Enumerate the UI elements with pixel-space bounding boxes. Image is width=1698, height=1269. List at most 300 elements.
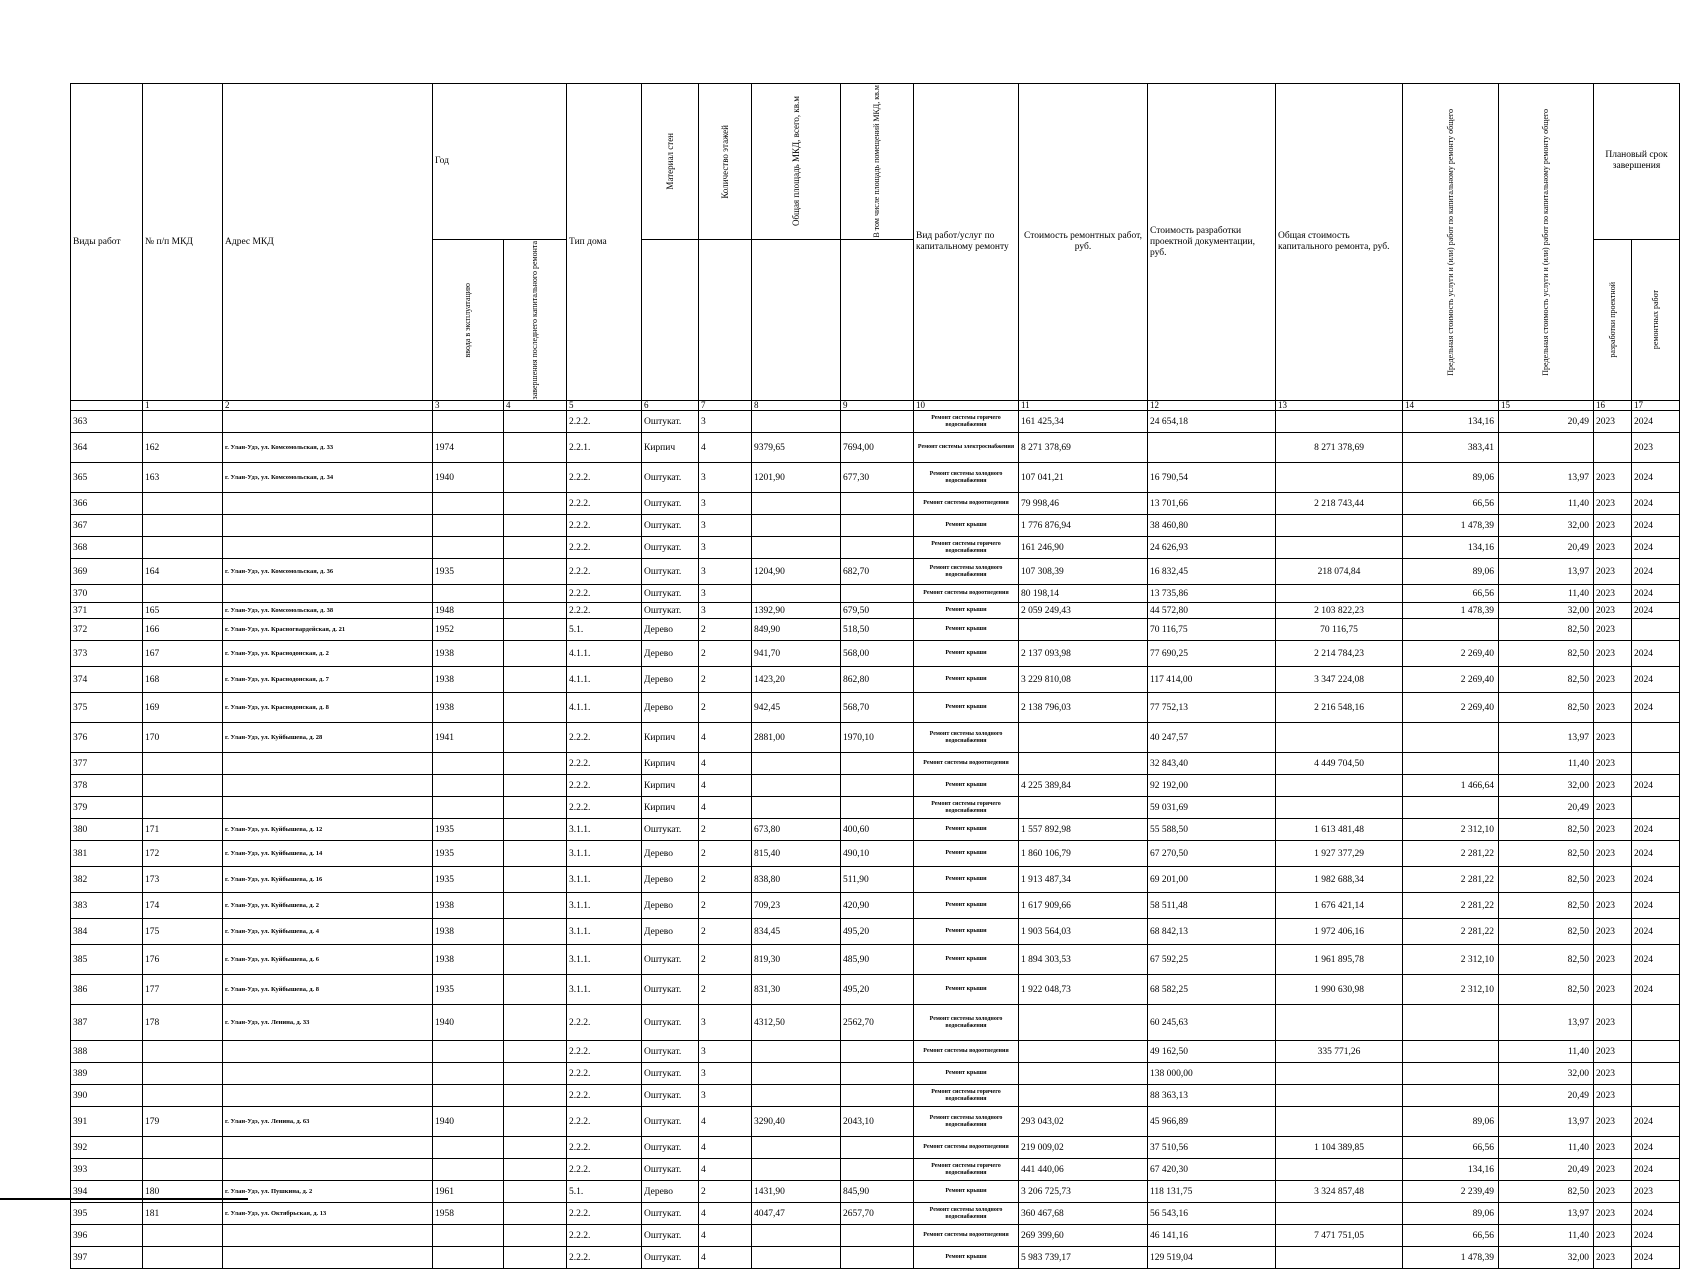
cell-planned-design: 2023 [1594, 1225, 1632, 1247]
cell-planned-repair: 2024 [1632, 493, 1680, 515]
cell-limit-cost-2: 11,40 [1499, 493, 1594, 515]
cell-work-kind: Ремонт системы горячего водоснабжения [914, 411, 1019, 433]
cell-total-area [752, 1247, 841, 1269]
table-row [71, 1225, 1680, 1247]
header-wall-material: Материал стен [642, 84, 699, 240]
cell-repair-cost: 441 440,06 [1019, 1159, 1148, 1181]
cell-limit-cost-2: 32,00 [1499, 1063, 1594, 1085]
cell-design-cost: 16 832,45 [1148, 559, 1276, 585]
cell-planned-repair: 2024 [1632, 559, 1680, 585]
cell-incl-area [841, 1247, 914, 1269]
cell-address [223, 1137, 433, 1159]
cell-total-cost: 70 116,75 [1276, 619, 1403, 641]
cell-year-overhaul [504, 1225, 567, 1247]
cell-year-overhaul [504, 603, 567, 619]
cell-incl-area [841, 1137, 914, 1159]
cell-address: г. Улан-Удэ, ул. Куйбышева, д. 8 [223, 975, 433, 1005]
cell-address [223, 411, 433, 433]
cell-total-area [752, 753, 841, 775]
cell-work-kind: Ремонт крыши [914, 667, 1019, 693]
cell-planned-design: 2023 [1594, 1041, 1632, 1063]
cell-year-commission [433, 753, 504, 775]
cell-design-cost [1148, 433, 1276, 463]
cell-row-number: 368 [71, 537, 143, 559]
cell-floors: 3 [699, 515, 752, 537]
column-number: 10 [914, 401, 1019, 411]
cell-design-cost: 45 966,89 [1148, 1107, 1276, 1137]
cell-limit-cost-2: 13,97 [1499, 1107, 1594, 1137]
cell-address [223, 775, 433, 797]
cell-repair-cost: 1 557 892,98 [1019, 819, 1148, 841]
cell-year-overhaul [504, 585, 567, 603]
cell-total-cost: 218 074,84 [1276, 559, 1403, 585]
cell-year-commission [433, 493, 504, 515]
cell-repair-cost: 161 425,34 [1019, 411, 1148, 433]
cell-repair-cost: 3 229 810,08 [1019, 667, 1148, 693]
cell-mkd-number [143, 493, 223, 515]
table-row [71, 1041, 1680, 1063]
cell-row-number: 373 [71, 641, 143, 667]
cell-limit-cost-2: 11,40 [1499, 1041, 1594, 1063]
cell-design-cost: 58 511,48 [1148, 893, 1276, 919]
cell-repair-cost: 79 998,46 [1019, 493, 1148, 515]
cell-year-commission [433, 1137, 504, 1159]
cell-floors: 4 [699, 753, 752, 775]
cell-house-type: 3.1.1. [567, 893, 642, 919]
cell-house-type: 2.2.2. [567, 1005, 642, 1041]
cell-planned-design: 2023 [1594, 603, 1632, 619]
cell-limit-cost-1 [1403, 723, 1499, 753]
table-row [71, 975, 1680, 1005]
cell-house-type: 2.2.2. [567, 1247, 642, 1269]
cell-incl-area: 677,30 [841, 463, 914, 493]
cell-total-area: 942,45 [752, 693, 841, 723]
cell-work-kind: Ремонт крыши [914, 619, 1019, 641]
cell-incl-area [841, 775, 914, 797]
cell-incl-area: 682,70 [841, 559, 914, 585]
cell-work-kind: Ремонт крыши [914, 1181, 1019, 1203]
cell-floors: 2 [699, 667, 752, 693]
cell-total-area: 838,80 [752, 867, 841, 893]
cell-floors: 2 [699, 919, 752, 945]
cell-limit-cost-1: 2 281,22 [1403, 841, 1499, 867]
cell-wall-material: Оштукат. [642, 515, 699, 537]
cell-incl-area [841, 537, 914, 559]
cell-address: г. Улан-Удэ, ул. Куйбышева, д. 4 [223, 919, 433, 945]
cell-design-cost: 56 543,16 [1148, 1203, 1276, 1225]
cell-limit-cost-1: 2 269,40 [1403, 693, 1499, 723]
cell-address: г. Улан-Удэ, ул. Комсомольская, д. 33 [223, 433, 433, 463]
header-planned-term: Плановый срок завершения [1594, 84, 1680, 240]
cell-mkd-number [143, 797, 223, 819]
cell-year-overhaul [504, 1181, 567, 1203]
cell-mkd-number [143, 1137, 223, 1159]
cell-limit-cost-1 [1403, 1063, 1499, 1085]
document-page [70, 83, 1680, 1269]
cell-total-cost: 1 972 406,16 [1276, 919, 1403, 945]
cell-repair-cost: 107 308,39 [1019, 559, 1148, 585]
cell-design-cost: 37 510,56 [1148, 1137, 1276, 1159]
cell-design-cost: 24 654,18 [1148, 411, 1276, 433]
cell-floors: 3 [699, 603, 752, 619]
cell-design-cost: 13 735,86 [1148, 585, 1276, 603]
cell-planned-repair: 2024 [1632, 819, 1680, 841]
cell-repair-cost: 2 138 796,03 [1019, 693, 1148, 723]
cell-planned-design: 2023 [1594, 1137, 1632, 1159]
cell-wall-material: Оштукат. [642, 411, 699, 433]
cell-total-area: 834,45 [752, 919, 841, 945]
cell-incl-area [841, 411, 914, 433]
cell-floors: 3 [699, 1005, 752, 1041]
cell-wall-material: Оштукат. [642, 1005, 699, 1041]
cell-house-type: 2.2.2. [567, 1159, 642, 1181]
cell-repair-cost [1019, 619, 1148, 641]
cell-mkd-number [143, 411, 223, 433]
cell-wall-material: Дерево [642, 893, 699, 919]
cell-row-number: 391 [71, 1107, 143, 1137]
cell-repair-cost: 1 860 106,79 [1019, 841, 1148, 867]
cell-work-kind: Ремонт системы водоотведения [914, 1041, 1019, 1063]
cell-limit-cost-1: 134,16 [1403, 411, 1499, 433]
cell-total-cost [1276, 1159, 1403, 1181]
cell-limit-cost-1: 89,06 [1403, 559, 1499, 585]
cell-planned-repair: 2024 [1632, 945, 1680, 975]
cell-planned-design: 2023 [1594, 1181, 1632, 1203]
repair-plan-table [70, 83, 1680, 1269]
table-row [71, 603, 1680, 619]
cell-limit-cost-2 [1499, 433, 1594, 463]
cell-total-area: 831,30 [752, 975, 841, 1005]
cell-wall-material: Дерево [642, 1181, 699, 1203]
cell-limit-cost-2: 20,49 [1499, 537, 1594, 559]
cell-incl-area: 495,20 [841, 919, 914, 945]
cell-wall-material: Оштукат. [642, 1085, 699, 1107]
cell-limit-cost-2: 11,40 [1499, 585, 1594, 603]
cell-year-commission [433, 537, 504, 559]
cell-floors: 3 [699, 585, 752, 603]
cell-house-type: 2.2.2. [567, 537, 642, 559]
cell-repair-cost: 1 913 487,34 [1019, 867, 1148, 893]
cell-work-kind: Ремонт системы холодного водоснабжения [914, 463, 1019, 493]
cell-work-kind: Ремонт крыши [914, 819, 1019, 841]
cell-mkd-number: 170 [143, 723, 223, 753]
cell-year-overhaul [504, 1041, 567, 1063]
cell-house-type: 4.1.1. [567, 693, 642, 723]
cell-year-overhaul [504, 893, 567, 919]
cell-incl-area: 400,60 [841, 819, 914, 841]
cell-planned-repair: 2024 [1632, 693, 1680, 723]
cell-address: г. Улан-Удэ, ул. Куйбышева, д. 2 [223, 893, 433, 919]
cell-row-number: 371 [71, 603, 143, 619]
cell-planned-design: 2023 [1594, 1063, 1632, 1085]
cell-incl-area [841, 515, 914, 537]
cell-house-type: 4.1.1. [567, 667, 642, 693]
cell-limit-cost-1: 2 281,22 [1403, 919, 1499, 945]
cell-floors: 2 [699, 1181, 752, 1203]
cell-address: г. Улан-Удэ, ул. Куйбышева, д. 6 [223, 945, 433, 975]
cell-incl-area: 7694,00 [841, 433, 914, 463]
cell-planned-repair [1632, 1063, 1680, 1085]
cell-incl-area: 518,50 [841, 619, 914, 641]
cell-repair-cost: 80 198,14 [1019, 585, 1148, 603]
cell-address [223, 1159, 433, 1181]
cell-year-overhaul [504, 975, 567, 1005]
header-blank-10 [841, 239, 914, 400]
cell-planned-design: 2023 [1594, 841, 1632, 867]
header-floors: Количество этажей [699, 84, 752, 240]
cell-total-cost: 8 271 378,69 [1276, 433, 1403, 463]
table-row [71, 1005, 1680, 1041]
cell-mkd-number [143, 1247, 223, 1269]
cell-limit-cost-2: 82,50 [1499, 619, 1594, 641]
cell-total-area [752, 775, 841, 797]
cell-limit-cost-2: 82,50 [1499, 919, 1594, 945]
cell-planned-design: 2023 [1594, 975, 1632, 1005]
cell-total-area [752, 1225, 841, 1247]
cell-wall-material: Оштукат. [642, 1203, 699, 1225]
cell-year-overhaul [504, 667, 567, 693]
cell-year-commission: 1938 [433, 641, 504, 667]
column-number: 3 [433, 401, 504, 411]
cell-wall-material: Оштукат. [642, 945, 699, 975]
cell-incl-area [841, 1063, 914, 1085]
cell-mkd-number [143, 1063, 223, 1085]
cell-mkd-number: 167 [143, 641, 223, 667]
cell-work-kind: Ремонт системы горячего водоснабжения [914, 1159, 1019, 1181]
cell-house-type: 3.1.1. [567, 945, 642, 975]
cell-total-cost [1276, 1063, 1403, 1085]
cell-incl-area: 511,90 [841, 867, 914, 893]
cell-year-commission [433, 1159, 504, 1181]
cell-address [223, 493, 433, 515]
cell-wall-material: Дерево [642, 667, 699, 693]
cell-house-type: 2.2.2. [567, 1203, 642, 1225]
cell-design-cost: 68 842,13 [1148, 919, 1276, 945]
cell-row-number: 382 [71, 867, 143, 893]
cell-limit-cost-1: 134,16 [1403, 1159, 1499, 1181]
cell-limit-cost-2: 13,97 [1499, 723, 1594, 753]
cell-total-area [752, 585, 841, 603]
header-blank-8 [699, 239, 752, 400]
cell-house-type: 2.2.2. [567, 1137, 642, 1159]
column-number: 11 [1019, 401, 1148, 411]
header-year: Год [433, 84, 567, 240]
cell-incl-area [841, 1225, 914, 1247]
cell-mkd-number [143, 585, 223, 603]
cell-total-area: 3290,40 [752, 1107, 841, 1137]
cell-limit-cost-2: 82,50 [1499, 841, 1594, 867]
cell-limit-cost-1: 66,56 [1403, 493, 1499, 515]
cell-year-overhaul [504, 559, 567, 585]
cell-address: г. Улан-Удэ, ул. Куйбышева, д. 12 [223, 819, 433, 841]
cell-design-cost: 138 000,00 [1148, 1063, 1276, 1085]
cell-total-area [752, 1041, 841, 1063]
table-row [71, 867, 1680, 893]
cell-total-area: 815,40 [752, 841, 841, 867]
cell-planned-repair [1632, 723, 1680, 753]
cell-incl-area: 568,00 [841, 641, 914, 667]
cell-repair-cost: 3 206 725,73 [1019, 1181, 1148, 1203]
cell-house-type: 3.1.1. [567, 867, 642, 893]
cell-limit-cost-1: 1 478,39 [1403, 1247, 1499, 1269]
cell-incl-area: 495,20 [841, 975, 914, 1005]
cell-limit-cost-2: 82,50 [1499, 1181, 1594, 1203]
cell-planned-design: 2023 [1594, 867, 1632, 893]
cell-house-type: 3.1.1. [567, 975, 642, 1005]
cell-planned-design: 2023 [1594, 619, 1632, 641]
cell-address [223, 1063, 433, 1085]
cell-limit-cost-1: 1 466,64 [1403, 775, 1499, 797]
cell-limit-cost-2: 20,49 [1499, 797, 1594, 819]
cell-total-cost [1276, 411, 1403, 433]
cell-planned-design: 2023 [1594, 559, 1632, 585]
cell-year-overhaul [504, 919, 567, 945]
cell-total-area [752, 411, 841, 433]
cell-mkd-number: 175 [143, 919, 223, 945]
cell-work-kind: Ремонт системы водоотведения [914, 753, 1019, 775]
cell-wall-material: Дерево [642, 867, 699, 893]
cell-total-cost [1276, 797, 1403, 819]
cell-year-overhaul [504, 693, 567, 723]
cell-row-number: 378 [71, 775, 143, 797]
cell-total-cost [1276, 537, 1403, 559]
cell-incl-area [841, 493, 914, 515]
cell-limit-cost-2: 11,40 [1499, 753, 1594, 775]
cell-wall-material: Оштукат. [642, 1225, 699, 1247]
cell-year-commission: 1948 [433, 603, 504, 619]
cell-repair-cost: 1 922 048,73 [1019, 975, 1148, 1005]
cell-total-area: 4312,50 [752, 1005, 841, 1041]
header-blank-9 [752, 239, 841, 400]
cell-row-number: 395 [71, 1203, 143, 1225]
cell-limit-cost-1: 89,06 [1403, 1107, 1499, 1137]
cell-repair-cost [1019, 1063, 1148, 1085]
cell-planned-design: 2023 [1594, 585, 1632, 603]
cell-repair-cost: 107 041,21 [1019, 463, 1148, 493]
cell-work-kind: Ремонт системы холодного водоснабжения [914, 1005, 1019, 1041]
cell-mkd-number: 168 [143, 667, 223, 693]
cell-wall-material: Дерево [642, 619, 699, 641]
cell-wall-material: Кирпич [642, 723, 699, 753]
cell-row-number: 374 [71, 667, 143, 693]
cell-total-area [752, 797, 841, 819]
cell-limit-cost-2: 82,50 [1499, 867, 1594, 893]
cell-year-commission: 1938 [433, 919, 504, 945]
cell-address [223, 1041, 433, 1063]
cell-floors: 4 [699, 1107, 752, 1137]
cell-total-area: 819,30 [752, 945, 841, 975]
cell-repair-cost [1019, 1085, 1148, 1107]
cell-total-cost: 1 961 895,78 [1276, 945, 1403, 975]
cell-mkd-number: 163 [143, 463, 223, 493]
cell-incl-area [841, 1085, 914, 1107]
cell-row-number: 390 [71, 1085, 143, 1107]
cell-mkd-number [143, 1041, 223, 1063]
table-row [71, 619, 1680, 641]
cell-mkd-number [143, 537, 223, 559]
cell-total-cost: 1 676 421,14 [1276, 893, 1403, 919]
cell-year-overhaul [504, 841, 567, 867]
cell-floors: 4 [699, 1159, 752, 1181]
cell-year-overhaul [504, 537, 567, 559]
cell-planned-design: 2023 [1594, 919, 1632, 945]
cell-wall-material: Дерево [642, 641, 699, 667]
cell-year-overhaul [504, 619, 567, 641]
cell-incl-area: 1970,10 [841, 723, 914, 753]
cell-year-overhaul [504, 641, 567, 667]
cell-year-overhaul [504, 1159, 567, 1181]
cell-planned-repair [1632, 1041, 1680, 1063]
cell-total-cost: 2 218 743,44 [1276, 493, 1403, 515]
cell-incl-area: 2657,70 [841, 1203, 914, 1225]
cell-limit-cost-2: 13,97 [1499, 463, 1594, 493]
cell-mkd-number: 181 [143, 1203, 223, 1225]
cell-mkd-number [143, 753, 223, 775]
table-row [71, 537, 1680, 559]
cell-address: г. Улан-Удэ, ул. Октябрьская, д. 13 [223, 1203, 433, 1225]
cell-year-overhaul [504, 819, 567, 841]
cell-planned-repair: 2024 [1632, 1107, 1680, 1137]
column-number: 16 [1594, 401, 1632, 411]
table-row [71, 515, 1680, 537]
cell-design-cost: 77 690,25 [1148, 641, 1276, 667]
cell-year-overhaul [504, 493, 567, 515]
cell-total-area [752, 1063, 841, 1085]
cell-work-kind: Ремонт крыши [914, 841, 1019, 867]
cell-address: г. Улан-Удэ, ул. Куйбышева, д. 28 [223, 723, 433, 753]
cell-total-cost [1276, 585, 1403, 603]
cell-limit-cost-2: 82,50 [1499, 945, 1594, 975]
cell-wall-material: Кирпич [642, 797, 699, 819]
cell-year-overhaul [504, 1137, 567, 1159]
header-work-types: Виды работ [71, 84, 143, 401]
cell-address: г. Улан-Удэ, ул. Комсомольская, д. 38 [223, 603, 433, 619]
header-mkd-num: № п/п МКД [143, 84, 223, 401]
cell-address: г. Улан-Удэ, ул. Краснодонская, д. 7 [223, 667, 433, 693]
header-incl-area: В том числе площадь помещений МКД, кв.м [841, 84, 914, 240]
cell-address: г. Улан-Удэ, ул. Комсомольская, д. 34 [223, 463, 433, 493]
cell-planned-repair [1632, 1005, 1680, 1041]
cell-house-type: 2.2.2. [567, 1041, 642, 1063]
cell-year-commission: 1940 [433, 1107, 504, 1137]
column-number: 7 [699, 401, 752, 411]
cell-work-kind: Ремонт системы холодного водоснабжения [914, 1107, 1019, 1137]
cell-mkd-number: 172 [143, 841, 223, 867]
cell-floors: 4 [699, 1203, 752, 1225]
cell-total-cost: 1 990 630,98 [1276, 975, 1403, 1005]
cell-repair-cost [1019, 723, 1148, 753]
cell-wall-material: Оштукат. [642, 1063, 699, 1085]
column-number: 15 [1499, 401, 1594, 411]
cell-year-overhaul [504, 723, 567, 753]
table-row [71, 585, 1680, 603]
cell-limit-cost-1: 2 269,40 [1403, 641, 1499, 667]
cell-house-type: 2.2.2. [567, 1107, 642, 1137]
cell-limit-cost-1: 1 478,39 [1403, 515, 1499, 537]
cell-year-commission [433, 1225, 504, 1247]
cell-year-overhaul [504, 1063, 567, 1085]
cell-planned-repair: 2024 [1632, 411, 1680, 433]
cell-repair-cost: 1 903 564,03 [1019, 919, 1148, 945]
cell-planned-repair: 2024 [1632, 1203, 1680, 1225]
cell-row-number: 394 [71, 1181, 143, 1203]
cell-repair-cost [1019, 753, 1148, 775]
cell-year-commission: 1958 [433, 1203, 504, 1225]
cell-total-cost [1276, 1085, 1403, 1107]
cell-wall-material: Оштукат. [642, 1159, 699, 1181]
cell-row-number: 385 [71, 945, 143, 975]
cell-planned-design: 2023 [1594, 723, 1632, 753]
